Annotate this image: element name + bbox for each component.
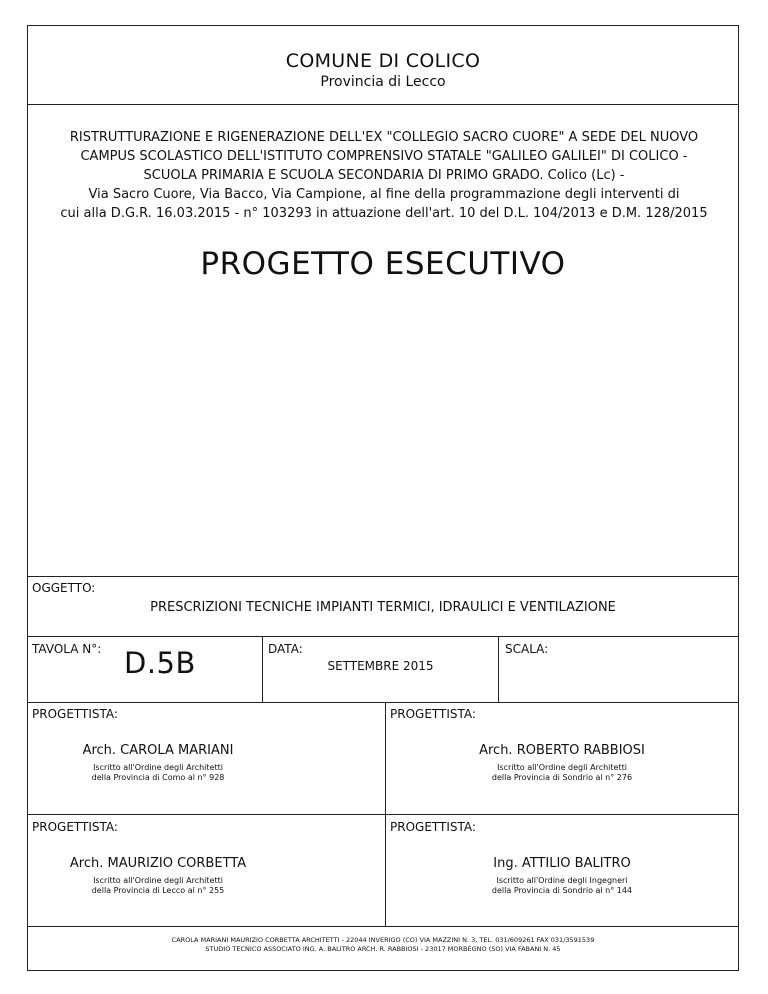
divider-footer: [28, 926, 738, 927]
divider-data-scala: [498, 636, 499, 702]
designer-name: Arch. ROBERTO RABBIOSI: [479, 743, 645, 758]
designer-registration: [386, 876, 738, 896]
description-line: cui alla D.G.R. 16.03.2015 - n° 103293 in attuazione dell'art. 10 del D.L. 104/2013 e D.M. 128/2015: [60, 206, 708, 221]
designer-name: Arch. MAURIZIO CORBETTA: [69, 856, 247, 871]
registration-line: Iscritto all'Ordine degli Architetti: [93, 876, 223, 885]
designer-registration: [28, 763, 288, 783]
oggetto-text: PRESCRIZIONI TECNICHE IMPIANTI TERMICI, IDRAULICI E VENTILAZIONE: [150, 600, 616, 615]
oggetto-label: OGGETTO:: [32, 581, 96, 595]
designer-name: Ing. ATTILIO BALITRO: [493, 856, 631, 871]
footer-line: CAROLA MARIANI MAURIZIO CORBETTA ARCHITETTI - 22044 INVERIGO (CO) VIA MAZZINI N. 3, TEL. 031/609261 FAX 031/3591539: [171, 936, 595, 944]
province-subtitle: Provincia di Lecco: [320, 74, 446, 90]
divider-oggetto: [28, 576, 738, 577]
divider-tavola: [28, 636, 738, 637]
registration-line: Iscritto all'Ordine degli Architetti: [497, 763, 627, 772]
designer-label: PROGETTISTA:: [32, 707, 118, 721]
description-line: RISTRUTTURAZIONE E RIGENERAZIONE DELL'EX "COLLEGIO SACRO CUORE" A SEDE DEL NUOVO: [69, 130, 699, 145]
description-line: Via Sacro Cuore, Via Bacco, Via Campione, al fine della programmazione degli interventi di: [88, 187, 680, 202]
designer-label: PROGETTISTA:: [390, 820, 476, 834]
designer-name: Arch. CAROLA MARIANI: [82, 743, 234, 758]
designer-registration: [28, 876, 288, 896]
registration-line: della Provincia di Lecco al n° 255: [91, 886, 225, 895]
designer-label: PROGETTISTA:: [390, 707, 476, 721]
registration-line: Iscritto all'Ordine degli Architetti: [93, 763, 223, 772]
registration-line: Iscritto all'Ordine degli Ingegneri: [496, 876, 628, 885]
registration-line: della Provincia di Sondrio al n° 144: [491, 886, 633, 895]
tavola-label: TAVOLA N°:: [32, 642, 102, 656]
document-title: PROGETTO ESECUTIVO: [200, 246, 566, 282]
description-line: CAMPUS SCOLASTICO DELL'ISTITUTO COMPRENSIVO STATALE "GALILEO GALILEI" DI COLICO -: [80, 149, 688, 164]
divider-header: [28, 104, 738, 105]
divider-designers-middle: [28, 814, 738, 815]
registration-line: della Provincia di Sondrio al n° 276: [491, 773, 633, 782]
designer-registration: [386, 763, 738, 783]
designer-label: PROGETTISTA:: [32, 820, 118, 834]
scala-label: SCALA:: [505, 642, 549, 656]
studio-footer: [28, 936, 738, 954]
data-value: SETTEMBRE 2015: [327, 659, 434, 673]
tavola-number: D.5B: [124, 646, 196, 680]
registration-line: della Provincia di Como al n° 928: [91, 773, 225, 782]
footer-line: STUDIO TECNICO ASSOCIATO ING. A. BALITRO ARCH. R. RABBIOSI - 23017 MORBEGNO (SO) VIA FABANI N. 45: [205, 945, 561, 953]
divider-designers-top: [28, 702, 738, 703]
municipality-title: COMUNE DI COLICO: [285, 50, 481, 72]
description-line: SCUOLA PRIMARIA E SCUOLA SECONDARIA DI PRIMO GRADO. Colico (Lc) -: [143, 168, 625, 183]
data-label: DATA:: [268, 642, 303, 656]
project-description: [32, 128, 736, 223]
